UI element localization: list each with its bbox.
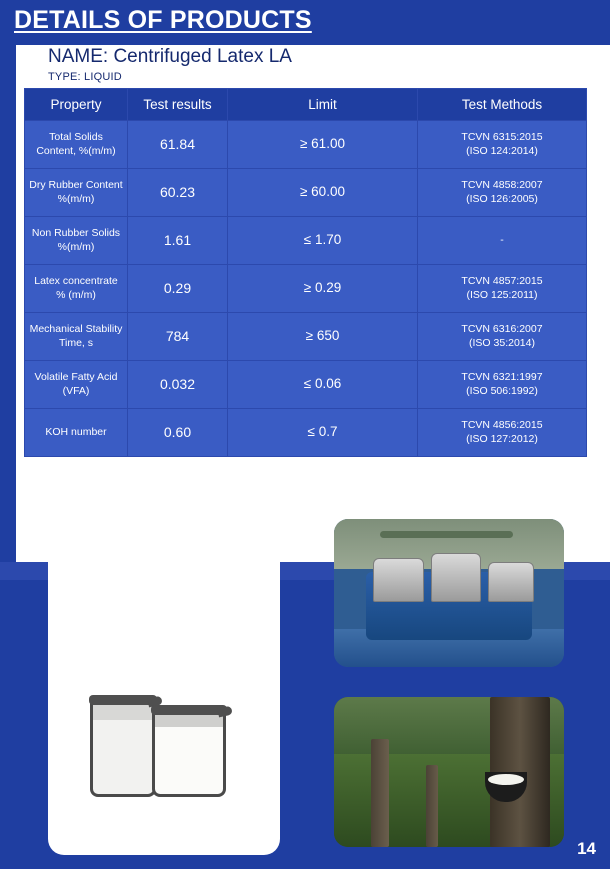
cell-result: 61.84 [128,121,228,169]
cell-method [418,121,587,169]
cell-limit: ≤ 1.70 [228,217,418,265]
product-type: TYPE: LIQUID [48,71,122,83]
page-number: 14 [577,839,596,858]
method-main: TCVN 4857:2015 [461,275,543,288]
cell-result: 784 [128,313,228,361]
cell-limit: ≥ 650 [228,313,418,361]
cell-limit: ≥ 61.00 [228,121,418,169]
cell-property: KOH number [25,409,128,457]
cell-method [418,409,587,457]
pipe-shape [380,531,513,538]
cell-method [418,265,587,313]
cell-result: 60.23 [128,169,228,217]
table-row [25,169,587,217]
tree-trunk-shape [426,765,438,848]
method-sub: (ISO 124:2014) [466,144,538,157]
cell-property: Volatile Fatty Acid (VFA) [25,361,128,409]
cell-method [418,169,587,217]
centrifuge-drum-icon [373,558,424,602]
method-main: TCVN 6321:1997 [461,371,543,384]
cell-property: Latex concentrate % (m/m) [25,265,128,313]
beaker-front-icon [152,711,226,797]
method-sub: (ISO 125:2011) [466,288,538,301]
specs-table-wrapper [24,88,586,457]
table-header-row [25,89,587,121]
cell-method [418,361,587,409]
column-header-test-results: Test results [128,89,228,121]
left-accent-band [0,0,16,562]
method-sub: (ISO 35:2014) [469,336,535,349]
method-main: TCVN 6315:2015 [461,131,543,144]
centrifuge-machine-photo [334,519,564,667]
centrifuge-drum-icon [488,562,534,602]
method-main: - [500,233,504,246]
table-row [25,217,587,265]
cell-result: 0.29 [128,265,228,313]
method-sub: (ISO 506:1992) [466,384,538,397]
beaker-illustration [48,657,280,797]
cell-property: Total Solids Content, %(m/m) [25,121,128,169]
cell-limit: ≥ 0.29 [228,265,418,313]
centrifuge-drum-icon [431,553,482,602]
cell-result: 1.61 [128,217,228,265]
method-main: TCVN 4858:2007 [461,179,543,192]
latex-beakers-photo [48,513,280,855]
table-row [25,313,587,361]
table-row [25,361,587,409]
table-row [25,121,587,169]
cell-limit: ≤ 0.7 [228,409,418,457]
method-main: TCVN 6316:2007 [461,323,543,336]
tree-trunk-shape [371,739,389,847]
method-sub: (ISO 126:2005) [466,192,538,205]
cell-limit: ≥ 60.00 [228,169,418,217]
specs-table [24,88,587,457]
table-row [25,409,587,457]
column-header-property: Property [25,89,128,121]
table-row [25,265,587,313]
rubber-tapping-photo [334,697,564,847]
column-header-limit: Limit [228,89,418,121]
cell-method [418,217,587,265]
cell-limit: ≤ 0.06 [228,361,418,409]
cell-result: 0.60 [128,409,228,457]
cell-property: Non Rubber Solids %(m/m) [25,217,128,265]
beaker-back-icon [90,701,156,797]
cell-method [418,313,587,361]
column-header-test-methods: Test Methods [418,89,587,121]
product-name: NAME: Centrifuged Latex LA [48,46,292,67]
method-main: TCVN 4856:2015 [461,419,543,432]
cell-property: Dry Rubber Content %(m/m) [25,169,128,217]
cell-result: 0.032 [128,361,228,409]
method-sub: (ISO 127:2012) [466,432,538,445]
cell-property: Mechanical Stability Time, s [25,313,128,361]
page-title: DETAILS OF PRODUCTS [14,6,312,34]
